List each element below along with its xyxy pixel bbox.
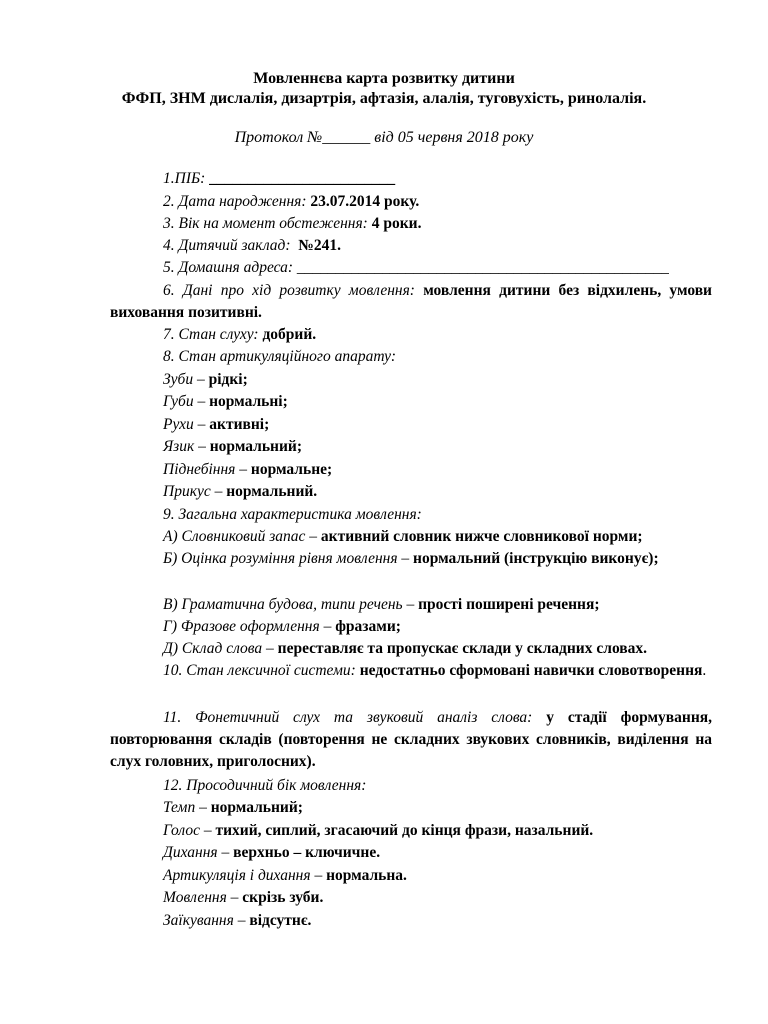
field-age: 3. Вік на момент обстеження: 4 роки. [163,215,422,232]
field-bite: Прикус – нормальний. [163,483,318,500]
document-subtitle: ФФП, ЗНМ дислалія, дизартрія, афтазія, алалія, туговухість, ринолалія. [121,90,647,107]
field-stuttering: Заїкування – відсутнє. [163,912,312,929]
field-tongue: Язик – нормальний; [163,438,303,455]
field-articulation-breathing: Артикуляція і дихання – нормальна. [163,867,407,884]
field-movements: Рухи – активні; [163,416,270,433]
field-breathing: Дихання – верхньо – ключичне. [163,844,381,861]
field-speech-development: 6. Дані про хід розвитку мовлення: мовлення дитини без відхилень, умови виховання позитивні. [110,282,712,321]
field-grammar: В) Граматична будова, типи речень – прості поширені речення; [163,596,600,613]
field-speech: Мовлення – скрізь зуби. [163,889,324,906]
field-lexical: 10. Стан лексичної системи: недостатньо сформовані навички словотворення. [163,662,707,679]
field-tempo: Темп – нормальний; [163,799,303,816]
field-pib: 1.ПІБ: ________________________ [163,170,396,187]
field-teeth: Зуби – рідкі; [163,371,248,388]
field-school: 4. Дитячий заклад: №241. [163,237,341,254]
section-articulation: 8. Стан артикуляційного апарату: [163,348,396,365]
document-title: Мовленнєва карта розвитку дитини [253,70,515,87]
field-syllable: Д) Склад слова – переставляє та пропускає склади у складних словах. [163,640,648,657]
field-vocabulary: А) Словниковий запас – активний словник нижче словникової норми; [163,528,643,545]
field-lips: Губи – нормальні; [163,393,288,410]
protocol-line [0,129,768,147]
section-prosody: 12. Просодичний бік мовлення: [163,777,367,794]
field-understanding: Б) Оцінка розуміння рівня мовлення – нормальний (інструкцію виконує); [163,550,659,567]
protocol-date: від 05 червня 2018 року [370,129,534,146]
pib-blank: ________________________ [209,170,396,187]
address-blank: ________________________________________________ [296,259,669,276]
section-general-speech: 9. Загальна характеристика мовлення: [163,506,422,523]
field-palate: Піднебіння – нормальне; [163,461,333,478]
field-dob: 2. Дата народження: 23.07.2014 року. [163,193,420,210]
field-phonetic: 11. Фонетичний слух та звуковий аналіз слова: у стадії формування, повторювання складів (повторення не складних звукових словників, виділення на слух головних, приголосних). [110,709,713,770]
field-hearing: 7. Стан слуху: добрий. [163,326,317,343]
field-phrase: Г) Фразове оформлення – фразами; [163,618,401,635]
field-voice: Голос – тихий, сиплий, згасаючий до кінця фрази, назальний. [163,822,594,839]
field-address: 5. Домашня адреса: ________________________________________________ [163,259,669,276]
protocol-number: Протокол №______ [234,129,371,146]
